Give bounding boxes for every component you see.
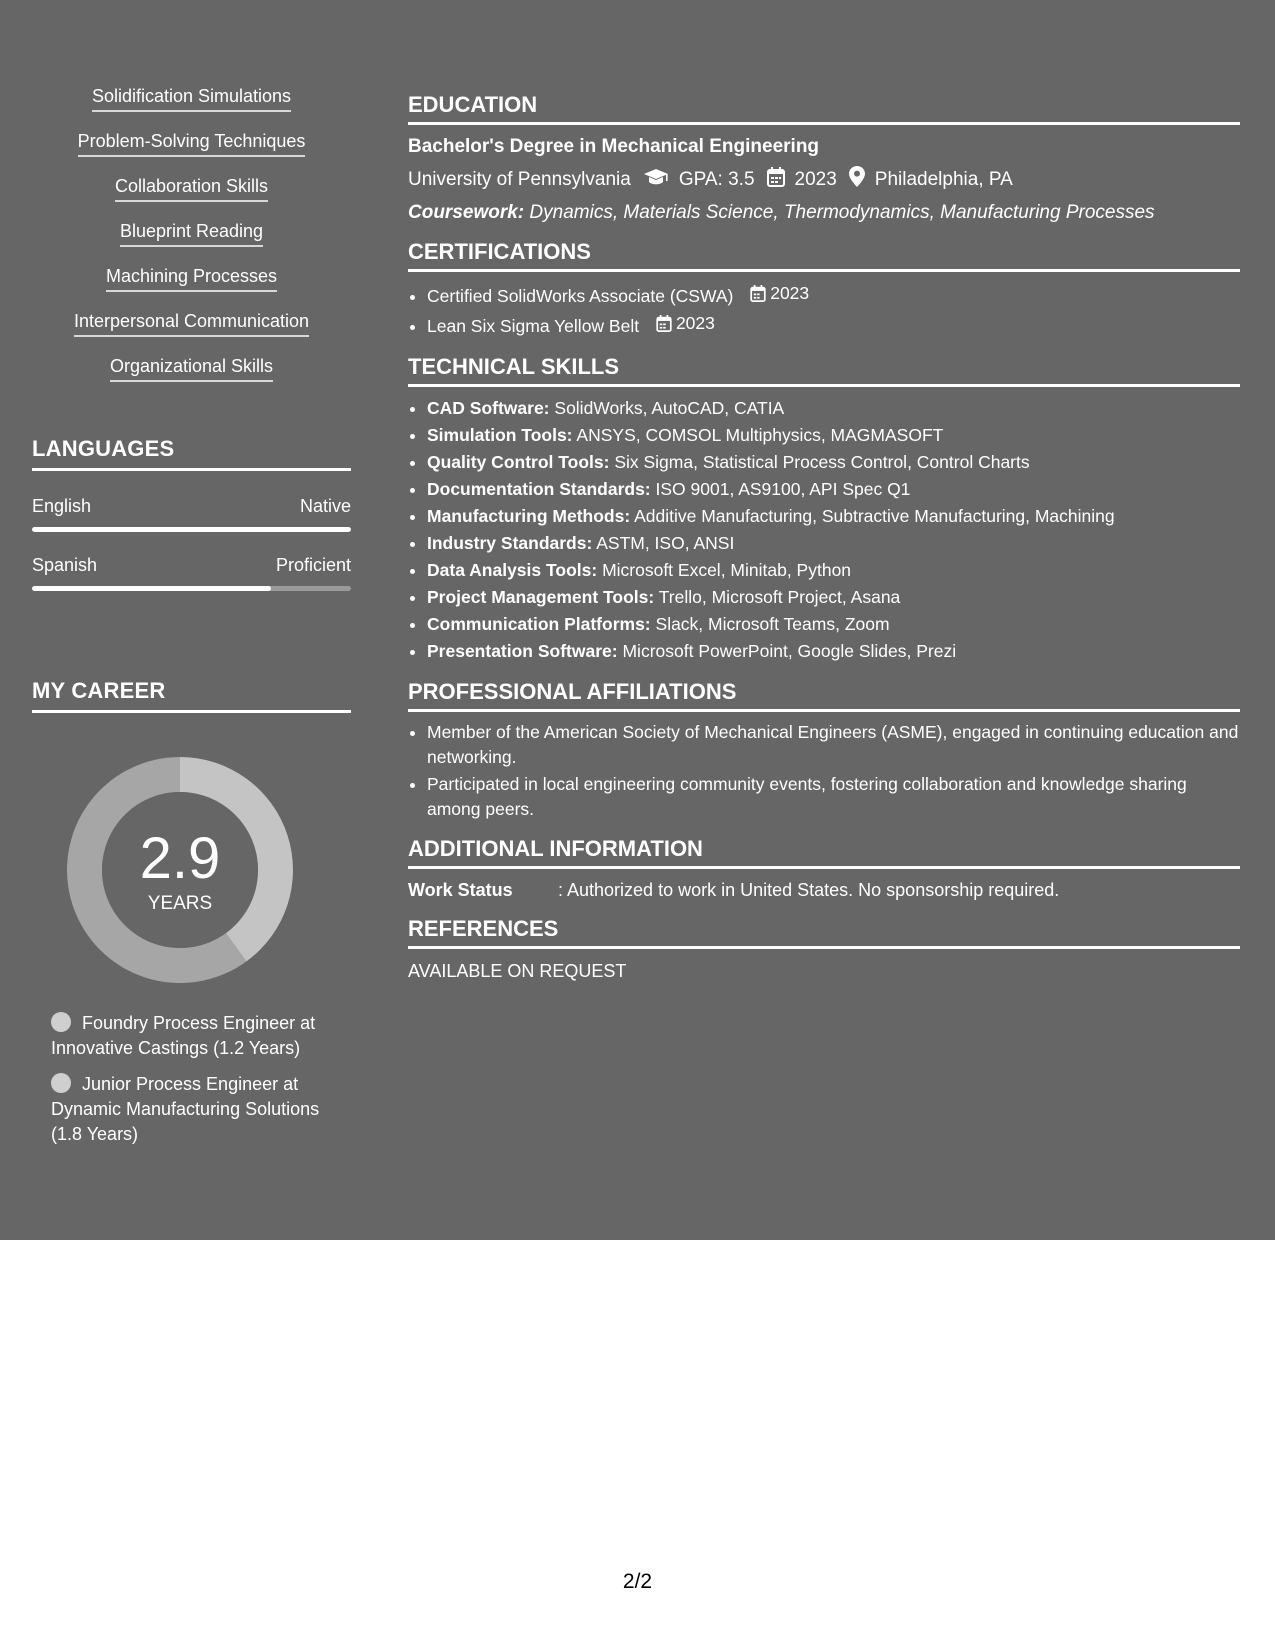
skill-tag: Collaboration Skills bbox=[115, 174, 268, 202]
career-role-item bbox=[51, 1072, 341, 1147]
languages-heading: LANGUAGES bbox=[32, 436, 351, 471]
certification-year: 2023 bbox=[770, 283, 810, 303]
skill-category: Simulation Tools: bbox=[427, 425, 573, 445]
references-section bbox=[408, 916, 1240, 983]
language-row bbox=[32, 495, 351, 532]
main-content bbox=[408, 92, 1240, 997]
legend-dot-icon bbox=[51, 1012, 71, 1032]
skill-values: Six Sigma, Statistical Process Control, Control Charts bbox=[614, 452, 1030, 472]
technical-skills-section bbox=[408, 354, 1240, 665]
proficiency-bar bbox=[32, 586, 351, 591]
certifications-section bbox=[408, 239, 1240, 340]
skill-tag: Interpersonal Communication bbox=[74, 309, 309, 337]
coursework-list: Dynamics, Materials Science, Thermodynamics, Manufacturing Processes bbox=[529, 202, 1155, 223]
calendar-icon bbox=[656, 315, 672, 332]
references-heading: REFERENCES bbox=[408, 916, 1240, 949]
career-roles-list bbox=[51, 1011, 341, 1147]
languages-section bbox=[32, 436, 351, 591]
language-name: Spanish bbox=[32, 555, 98, 575]
school-name: University of Pennsylvania bbox=[408, 169, 631, 190]
skill-values: Microsoft Excel, Minitab, Python bbox=[602, 560, 852, 580]
list-item bbox=[427, 476, 1240, 503]
skill-values: ANSYS, COMSOL Multiphysics, MAGMASOFT bbox=[576, 425, 944, 445]
list-item bbox=[427, 584, 1240, 611]
total-years-unit: YEARS bbox=[147, 893, 213, 914]
skill-values: Slack, Microsoft Teams, Zoom bbox=[655, 614, 890, 634]
certifications-list bbox=[408, 280, 1240, 340]
list-item bbox=[32, 84, 351, 129]
list-item bbox=[32, 129, 351, 174]
skill-values: SolidWorks, AutoCAD, CATIA bbox=[554, 398, 785, 418]
list-item: • Participated in local engineering community events, fostering collaboration and knowledge sharing among peers. bbox=[427, 772, 1240, 822]
list-item bbox=[32, 309, 351, 354]
technical-skills-list bbox=[408, 395, 1240, 665]
work-status-value: : Authorized to work in United States. No sponsorship required. bbox=[558, 880, 1060, 900]
work-status-row bbox=[408, 878, 1240, 902]
skill-category: CAD Software: bbox=[427, 398, 550, 418]
list-item bbox=[427, 638, 1240, 665]
list-item bbox=[427, 280, 1240, 310]
gpa: GPA: 3.5 bbox=[678, 169, 755, 190]
education-meta bbox=[408, 166, 1240, 194]
skill-category: Communication Platforms: bbox=[427, 614, 651, 634]
list-item bbox=[427, 449, 1240, 476]
list-item bbox=[427, 611, 1240, 638]
career-section bbox=[32, 678, 351, 1158]
calendar-icon bbox=[750, 285, 766, 302]
skill-category: Quality Control Tools: bbox=[427, 452, 610, 472]
list-item: • Member of the American Society of Mechanical Engineers (ASME), engaged in continuing education and networking. bbox=[427, 720, 1240, 770]
legend-dot-icon bbox=[51, 1073, 71, 1093]
education-heading: EDUCATION bbox=[408, 92, 1240, 125]
skill-category: Data Analysis Tools: bbox=[427, 560, 598, 580]
technical-skills-heading: TECHNICAL SKILLS bbox=[408, 354, 1240, 387]
page-number: 2/2 bbox=[622, 1570, 653, 1593]
degree-title: Bachelor's Degree in Mechanical Engineering bbox=[408, 136, 820, 157]
language-name: English bbox=[32, 496, 92, 516]
skill-values: Trello, Microsoft Project, Asana bbox=[658, 587, 901, 607]
graduation-cap-icon bbox=[643, 167, 669, 194]
certification-name: Certified SolidWorks Associate (CSWA) bbox=[427, 286, 734, 306]
list-item bbox=[427, 395, 1240, 422]
graduation-year: 2023 bbox=[794, 169, 837, 190]
proficiency-fill bbox=[32, 586, 271, 591]
certifications-heading: CERTIFICATIONS bbox=[408, 239, 1240, 272]
list-item bbox=[32, 219, 351, 264]
career-heading: MY CAREER bbox=[32, 678, 351, 713]
skill-category: Project Management Tools: bbox=[427, 587, 655, 607]
skill-category: Documentation Standards: bbox=[427, 479, 651, 499]
calendar-icon bbox=[767, 167, 785, 194]
skills-list bbox=[32, 84, 351, 399]
affiliations-list bbox=[408, 720, 1240, 822]
career-role-item bbox=[51, 1011, 341, 1061]
work-status-label: Work Status bbox=[408, 880, 513, 900]
certification-name: Lean Six Sigma Yellow Belt bbox=[427, 316, 640, 336]
skill-tag: Blueprint Reading bbox=[120, 219, 263, 247]
skill-category: Presentation Software: bbox=[427, 641, 618, 661]
career-donut-chart bbox=[65, 755, 295, 985]
language-level: Proficient bbox=[275, 555, 351, 575]
skill-category: Industry Standards: bbox=[427, 533, 593, 553]
skill-values: ISO 9001, AS9100, API Spec Q1 bbox=[655, 479, 911, 499]
list-item bbox=[32, 264, 351, 309]
language-level: Native bbox=[299, 496, 351, 516]
affiliations-heading: PROFESSIONAL AFFILIATIONS bbox=[408, 679, 1240, 712]
list-item bbox=[32, 354, 351, 399]
sidebar bbox=[32, 84, 351, 1144]
list-item bbox=[32, 174, 351, 219]
skill-tag: Solidification Simulations bbox=[92, 84, 291, 112]
list-item bbox=[427, 310, 1240, 340]
references-text: AVAILABLE ON REQUEST bbox=[408, 961, 627, 981]
proficiency-fill bbox=[32, 527, 351, 532]
list-item bbox=[427, 503, 1240, 530]
skill-tag: Organizational Skills bbox=[110, 354, 273, 382]
career-role-text: Junior Process Engineer at Dynamic Manufacturing Solutions (1.8 Years) bbox=[51, 1074, 320, 1144]
skill-category: Manufacturing Methods: bbox=[427, 506, 631, 526]
total-years-value: 2.9 bbox=[139, 826, 221, 891]
skill-values: Microsoft PowerPoint, Google Slides, Prezi bbox=[622, 641, 957, 661]
skill-values: Additive Manufacturing, Subtractive Manufacturing, Machining bbox=[634, 506, 1115, 526]
map-pin-icon bbox=[849, 166, 865, 194]
education-section bbox=[408, 92, 1240, 225]
certification-year: 2023 bbox=[675, 313, 715, 333]
career-role-text: Foundry Process Engineer at Innovative Castings (1.2 Years) bbox=[51, 1013, 316, 1058]
language-row bbox=[32, 554, 351, 591]
additional-info-section bbox=[408, 836, 1240, 902]
additional-info-heading: ADDITIONAL INFORMATION bbox=[408, 836, 1240, 869]
skill-tag: Problem-Solving Techniques bbox=[78, 129, 306, 157]
affiliations-section bbox=[408, 679, 1240, 822]
coursework bbox=[408, 201, 1240, 225]
coursework-label: Coursework: bbox=[408, 202, 525, 223]
school-location: Philadelphia, PA bbox=[874, 169, 1013, 190]
skill-values: ASTM, ISO, ANSI bbox=[596, 533, 735, 553]
list-item bbox=[427, 557, 1240, 584]
list-item bbox=[427, 530, 1240, 557]
skill-tag: Machining Processes bbox=[106, 264, 277, 292]
list-item bbox=[427, 422, 1240, 449]
proficiency-bar bbox=[32, 527, 351, 532]
